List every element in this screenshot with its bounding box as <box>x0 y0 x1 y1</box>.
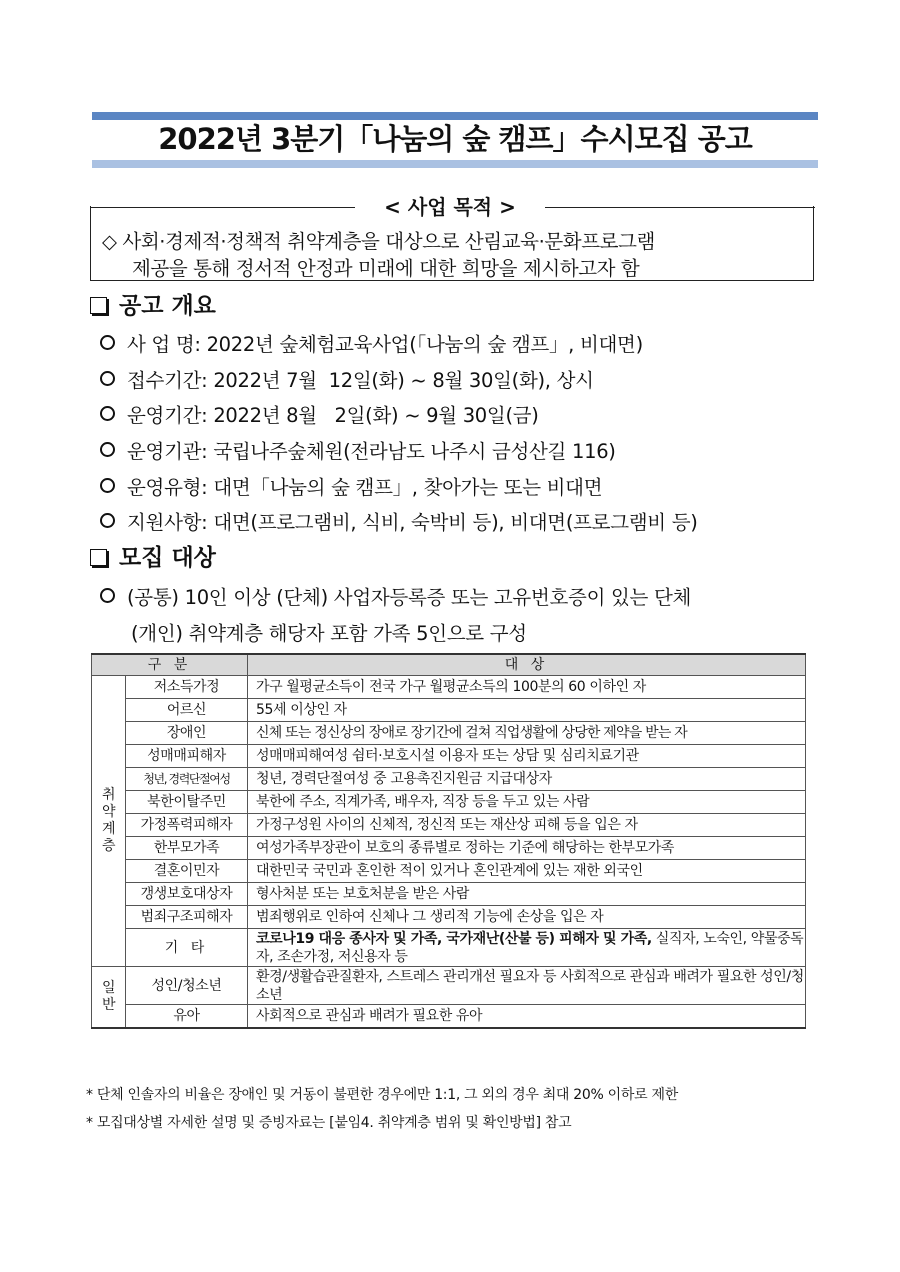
group-label-vulnerable: 취 약 계 층 <box>92 676 126 967</box>
table-row: 청년, 경력단절여성 청년, 경력단절여성 중 고용촉진지원금 지급대상자 <box>92 768 806 791</box>
table-row: 결혼이민자 대한민국 국민과 혼인한 적이 있거나 혼인관계에 있는 재한 외국인 <box>92 860 806 883</box>
circle-bullet-icon <box>100 588 115 603</box>
circle-bullet-icon <box>100 442 115 457</box>
title-bar-bottom <box>92 160 818 168</box>
table-header-category: 구 분 <box>92 654 248 676</box>
checkbox-square-icon <box>90 549 107 566</box>
table-row: 한부모가족 여성가족부장관이 보호의 종류별로 정하는 기준에 해당하는 한부모가족 <box>92 837 806 860</box>
table-row: 가정폭력피해자 가정구성원 사이의 신체적, 정신적 또는 재산상 피해 등을 입은 자 <box>92 814 806 837</box>
circle-bullet-icon <box>100 371 115 386</box>
footnote: * 단체 인솔자의 비율은 장애인 및 거동이 불편한 경우에만 1:1, 그 외의 경우 최대 20% 이하로 제한 <box>86 1087 678 1103</box>
etc-description: 코로나19 대응 종사자 및 가족, 국가재난(산불 등) 피해자 및 가족, 실직자, 노숙인, 약물중독자, 조손가정, 저신용자 등 <box>248 929 806 967</box>
table-header-target: 대 상 <box>248 654 806 676</box>
circle-bullet-icon <box>100 478 115 493</box>
table-row: 유아 사회적으로 관심과 배려가 필요한 유아 <box>92 1005 806 1029</box>
target-line-2: (개인) 취약계층 해당자 포함 가족 5인으로 구성 <box>131 622 527 645</box>
circle-bullet-icon <box>100 406 115 421</box>
table-header-row <box>92 654 806 676</box>
list-item: 운영유형: 대면「나눔의 숲 캠프」, 찾아가는 또는 비대면 <box>100 473 820 509</box>
table-row: 범죄구조피해자 범죄행위로 인하여 신체나 그 생리적 기능에 손상을 입은 자 <box>92 906 806 929</box>
list-item: 지원사항: 대면(프로그램비, 식비, 숙박비 등), 비대면(프로그램비 등) <box>100 508 820 544</box>
group-label-general: 일 반 <box>92 967 126 1029</box>
target-line-1: (공통) 10인 이상 (단체) 사업자등록증 또는 고유번호증이 있는 단체 <box>100 580 820 616</box>
purpose-heading: < 사업 목적 > <box>384 195 516 219</box>
list-item: 접수기간: 2022년 7월 12일(화) ~ 8월 30일(화), 상시 <box>100 366 820 402</box>
list-item: 운영기관: 국립나주숲체원(전라남도 나주시 금성산길 116) <box>100 437 820 473</box>
footnotes <box>86 1081 816 1137</box>
purpose-line-1: ◇ 사회·경제적·정책적 취약계층을 대상으로 산림교육·문화프로그램 <box>102 230 655 253</box>
table-row: 기 타 코로나19 대응 종사자 및 가족, 국가재난(산불 등) 피해자 및 가족, 실직자, 노숙인, 약물중독자, 조손가정, 저신용자 등 <box>92 929 806 967</box>
table-row: 성매매피해자 성매매피해여성 쉼터·보호시설 이용자 또는 상담 및 심리치료기관 <box>92 745 806 768</box>
section-target-heading <box>90 543 216 573</box>
section-target-label: 모집 대상 <box>119 545 216 571</box>
table-row: 일 반 성인/청소년 환경/생활습관질환자, 스트레스 관리개선 필요자 등 사회적으로 관심과 배려가 필요한 성인/청소년 <box>92 967 806 1005</box>
target-table <box>91 653 806 1029</box>
table-row: 취 약 계 층 저소득가정 가구 월평균소득이 전국 가구 월평균소득의 100분의 60 이하인 자 <box>92 676 806 699</box>
circle-bullet-icon <box>100 335 115 350</box>
table-row: 갱생보호대상자 형사처분 또는 보호처분을 받은 사람 <box>92 883 806 906</box>
footnote: * 모집대상별 자세한 설명 및 증빙자료는 [붙임4. 취약계층 범위 및 확인방법] 참고 <box>86 1115 572 1131</box>
table-row: 어르신 55세 이상인 자 <box>92 699 806 722</box>
overview-list <box>100 330 820 544</box>
list-item: 사 업 명: 2022년 숲체험교육사업(「나눔의 숲 캠프」, 비대면) <box>100 330 820 366</box>
section-overview-heading <box>90 291 216 321</box>
circle-bullet-icon <box>100 513 115 528</box>
target-text <box>100 580 820 652</box>
table-row: 장애인 신체 또는 정신상의 장애로 장기간에 걸쳐 직업생활에 상당한 제약을 받는 자 <box>92 722 806 745</box>
purpose-line-2: 제공을 통해 정서적 안정과 미래에 대한 희망을 제시하고자 함 <box>132 257 640 280</box>
table-row: 북한이탈주민 북한에 주소, 직계가족, 배우자, 직장 등을 두고 있는 사람 <box>92 791 806 814</box>
checkbox-square-icon <box>90 297 107 314</box>
purpose-text <box>102 228 810 282</box>
page-title: 2022년 3분기「나눔의 숲 캠프」수시모집 공고 <box>158 122 752 156</box>
list-item: 운영기간: 2022년 8월 2일(화) ~ 9월 30일(금) <box>100 401 820 437</box>
section-overview-label: 공고 개요 <box>119 293 216 319</box>
